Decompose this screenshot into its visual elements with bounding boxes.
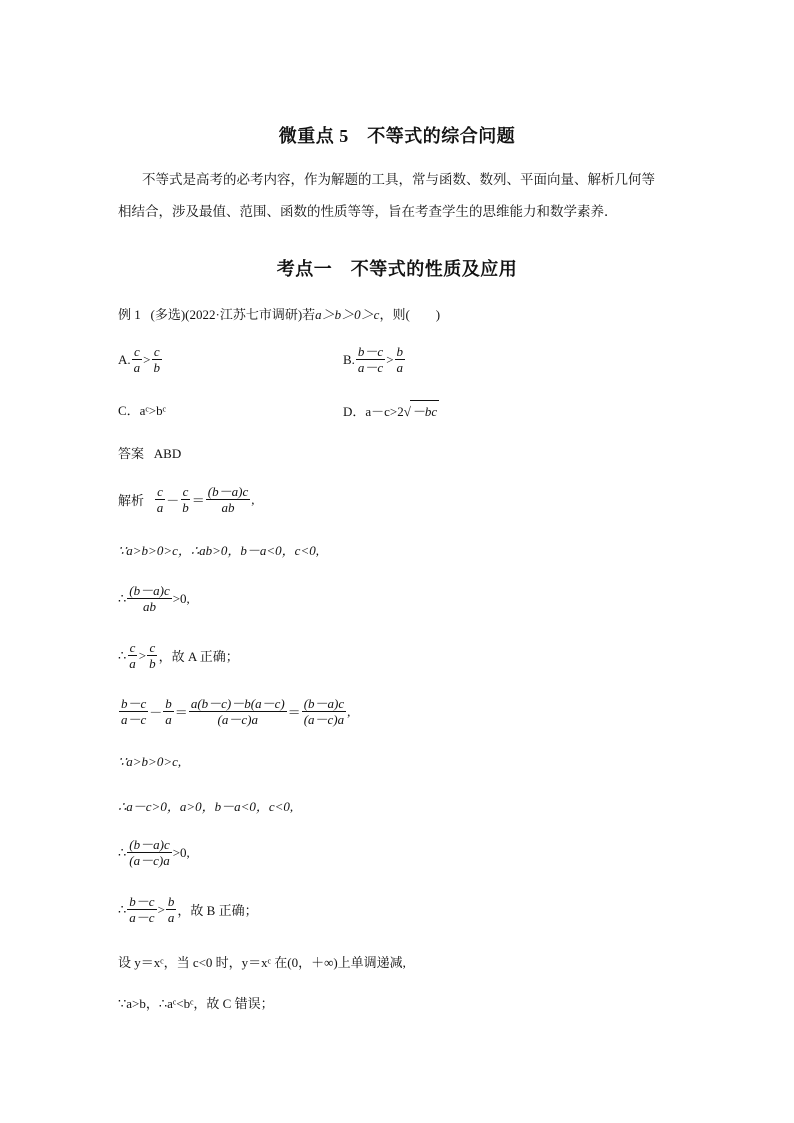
example-tail: ，则( ) <box>379 307 441 322</box>
numerator: c <box>157 484 163 499</box>
fraction <box>147 640 158 671</box>
denominator: b <box>182 500 189 515</box>
solution-step-2: ∵a>b>0>c，∴ab>0，b－a<0，c<0, <box>118 543 319 558</box>
therefore-sign: ∴ <box>118 647 127 663</box>
numerator: b <box>167 894 175 909</box>
option-b <box>343 344 406 375</box>
denominator: a <box>133 360 141 375</box>
denominator: a <box>165 712 172 727</box>
step-tail: >0, <box>172 844 190 860</box>
option-d-label: D．a－c>2 <box>343 404 404 419</box>
option-a-label: A. <box>118 351 131 367</box>
fraction <box>206 484 250 515</box>
fraction <box>127 583 171 614</box>
solution-step-9 <box>118 894 258 925</box>
option-d <box>343 400 439 420</box>
denominator: a－c <box>357 360 384 375</box>
step-tail: , <box>347 703 351 719</box>
therefore-sign: ∴ <box>118 901 127 917</box>
fraction <box>166 894 177 925</box>
numerator: (b－a)c <box>129 837 170 852</box>
denominator: a－c <box>129 910 155 925</box>
fraction <box>189 696 287 727</box>
denominator: a <box>167 910 175 925</box>
denominator: (a－c)a <box>303 712 345 727</box>
therefore-sign: ∴ <box>118 844 127 860</box>
solution-label: 解析 <box>118 493 145 508</box>
numerator: b <box>396 344 404 359</box>
numerator: a(b－c)－b(a－c) <box>190 696 285 711</box>
section-title: 考点一 不等式的性质及应用 <box>276 259 518 279</box>
numerator: (b－a)c <box>207 484 249 499</box>
step-tail: ，故 A 正确； <box>158 649 239 664</box>
equals-sign: ＝ <box>191 493 205 508</box>
intro-line-2: 相结合，涉及最值、范围、函数的性质等等，旨在考查学生的思维能力和数学素养． <box>118 204 618 219</box>
numerator: b－c <box>121 696 147 711</box>
greater-than: > <box>138 647 147 663</box>
example-condition: a＞b＞0＞c <box>315 307 380 322</box>
numerator: (b－a)c <box>303 696 345 711</box>
fraction <box>127 837 171 868</box>
solution-step-5 <box>118 696 350 727</box>
numerator: b－c <box>357 344 384 359</box>
denominator: a <box>156 500 164 515</box>
option-a <box>118 344 163 375</box>
fraction <box>132 344 143 375</box>
denominator: b <box>149 656 156 671</box>
denominator: ab <box>143 599 156 614</box>
greater-than: > <box>157 901 165 917</box>
fraction <box>155 484 166 515</box>
denominator: a <box>396 360 404 375</box>
fraction <box>127 894 156 925</box>
solution-step-8 <box>118 837 190 868</box>
answer-label: 答案 <box>118 446 145 461</box>
solution-step-6: ∵a>b>0>c, <box>118 754 182 769</box>
fraction <box>302 696 346 727</box>
numerator: c <box>149 640 156 655</box>
denominator: a <box>129 656 136 671</box>
equals-sign: ＝ <box>174 705 188 720</box>
fraction <box>180 484 191 515</box>
numerator: b <box>165 696 172 711</box>
fraction <box>356 344 385 375</box>
numerator: c <box>182 484 189 499</box>
numerator: c <box>153 344 160 359</box>
intro-line-1: 不等式是高考的必考内容，作为解题的工具，常与函数、数列、平面向量、解析几何等 <box>142 172 655 187</box>
solution-step-7: ∴a－c>0，a>0，b－a<0，c<0, <box>118 799 294 814</box>
denominator: b <box>153 360 160 375</box>
solution-step-11: ∵a>b，∴aᶜ<bᶜ，故 C 错误； <box>118 996 274 1011</box>
example-tag: (多选)(2022·江苏七市调研)若 <box>150 307 316 322</box>
answer <box>118 443 181 462</box>
denominator: (a－c)a <box>129 853 170 868</box>
solution-step-4 <box>118 640 239 671</box>
solution-step-1: 解析 $\frac{c}{a}$ － $\frac{c}{b}$ ＝ $\frac{(b-a)c}{ab}$ , <box>118 484 255 515</box>
option-c: C．aᶜ>bᶜ <box>118 403 166 418</box>
step-tail: ，故 B 正确； <box>177 903 258 918</box>
step-tail: >0, <box>172 590 190 606</box>
therefore-sign: ∴ <box>118 590 127 606</box>
answer-value: ABD <box>153 446 182 461</box>
numerator: b－c <box>129 894 155 909</box>
fraction <box>127 640 138 671</box>
solution-step-10: 设 y＝xᶜ，当 c<0 时，y＝xᶜ 在(0，＋∞)上单调递减, <box>118 955 406 970</box>
minus-sign: － <box>149 705 163 720</box>
denominator: ab <box>221 500 235 515</box>
greater-than: > <box>143 351 151 367</box>
denominator: (a－c)a <box>217 712 258 727</box>
page-title: 微重点 5 不等式的综合问题 <box>278 126 516 146</box>
fraction <box>119 696 148 727</box>
numerator: (b－a)c <box>129 583 170 598</box>
numerator: c <box>134 344 140 359</box>
minus-sign: － <box>166 493 180 508</box>
sqrt-radicand: －bc <box>410 400 439 420</box>
example-1 <box>118 304 440 323</box>
greater-than: > <box>386 351 394 367</box>
option-b-label: B. <box>343 351 355 367</box>
sqrt-sign: √ <box>403 404 411 419</box>
equals-sign: ＝ <box>287 705 301 720</box>
example-label: 例 1 <box>118 307 141 322</box>
fraction <box>163 696 174 727</box>
fraction <box>151 344 162 375</box>
denominator: a－c <box>121 712 147 727</box>
solution-step-3 <box>118 583 190 614</box>
numerator: c <box>129 640 136 655</box>
fraction <box>395 344 406 375</box>
